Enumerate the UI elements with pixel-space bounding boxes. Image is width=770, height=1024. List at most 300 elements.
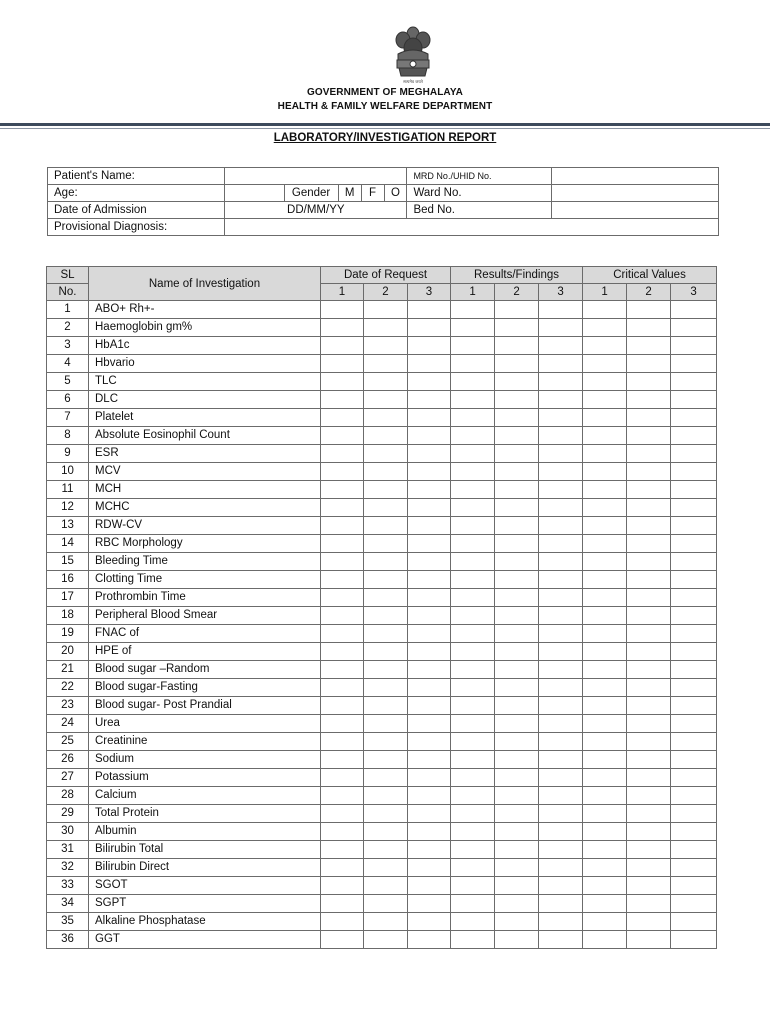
entry-cell[interactable] <box>671 463 717 481</box>
entry-cell[interactable] <box>583 913 627 931</box>
entry-cell[interactable] <box>539 553 583 571</box>
entry-cell[interactable] <box>495 427 539 445</box>
entry-cell[interactable] <box>539 715 583 733</box>
entry-cell[interactable] <box>495 715 539 733</box>
entry-cell[interactable] <box>321 859 364 877</box>
entry-cell[interactable] <box>671 535 717 553</box>
entry-cell[interactable] <box>627 715 671 733</box>
entry-cell[interactable] <box>451 661 495 679</box>
entry-cell[interactable] <box>451 823 495 841</box>
age-field[interactable] <box>225 185 284 202</box>
entry-cell[interactable] <box>364 571 408 589</box>
entry-cell[interactable] <box>321 805 364 823</box>
entry-cell[interactable] <box>364 409 408 427</box>
entry-cell[interactable] <box>539 391 583 409</box>
entry-cell[interactable] <box>539 337 583 355</box>
entry-cell[interactable] <box>495 445 539 463</box>
entry-cell[interactable] <box>539 463 583 481</box>
entry-cell[interactable] <box>321 499 364 517</box>
entry-cell[interactable] <box>671 751 717 769</box>
entry-cell[interactable] <box>364 805 408 823</box>
entry-cell[interactable] <box>671 913 717 931</box>
entry-cell[interactable] <box>408 859 451 877</box>
entry-cell[interactable] <box>321 733 364 751</box>
entry-cell[interactable] <box>408 319 451 337</box>
entry-cell[interactable] <box>495 859 539 877</box>
entry-cell[interactable] <box>408 715 451 733</box>
entry-cell[interactable] <box>321 553 364 571</box>
entry-cell[interactable] <box>627 337 671 355</box>
entry-cell[interactable] <box>671 931 717 949</box>
entry-cell[interactable] <box>627 823 671 841</box>
entry-cell[interactable] <box>627 589 671 607</box>
entry-cell[interactable] <box>451 841 495 859</box>
entry-cell[interactable] <box>364 481 408 499</box>
entry-cell[interactable] <box>539 661 583 679</box>
entry-cell[interactable] <box>364 625 408 643</box>
entry-cell[interactable] <box>539 931 583 949</box>
entry-cell[interactable] <box>408 499 451 517</box>
entry-cell[interactable] <box>539 895 583 913</box>
entry-cell[interactable] <box>408 823 451 841</box>
entry-cell[interactable] <box>451 769 495 787</box>
entry-cell[interactable] <box>495 463 539 481</box>
entry-cell[interactable] <box>583 823 627 841</box>
entry-cell[interactable] <box>583 841 627 859</box>
entry-cell[interactable] <box>408 643 451 661</box>
entry-cell[interactable] <box>495 823 539 841</box>
entry-cell[interactable] <box>671 679 717 697</box>
entry-cell[interactable] <box>321 571 364 589</box>
entry-cell[interactable] <box>627 409 671 427</box>
entry-cell[interactable] <box>539 625 583 643</box>
entry-cell[interactable] <box>408 769 451 787</box>
entry-cell[interactable] <box>495 535 539 553</box>
entry-cell[interactable] <box>671 625 717 643</box>
entry-cell[interactable] <box>671 877 717 895</box>
entry-cell[interactable] <box>671 571 717 589</box>
entry-cell[interactable] <box>671 445 717 463</box>
entry-cell[interactable] <box>451 805 495 823</box>
entry-cell[interactable] <box>364 535 408 553</box>
entry-cell[interactable] <box>364 913 408 931</box>
entry-cell[interactable] <box>627 643 671 661</box>
entry-cell[interactable] <box>321 301 364 319</box>
entry-cell[interactable] <box>495 733 539 751</box>
entry-cell[interactable] <box>583 499 627 517</box>
entry-cell[interactable] <box>671 787 717 805</box>
entry-cell[interactable] <box>408 931 451 949</box>
entry-cell[interactable] <box>408 409 451 427</box>
entry-cell[interactable] <box>671 841 717 859</box>
entry-cell[interactable] <box>495 751 539 769</box>
entry-cell[interactable] <box>321 607 364 625</box>
entry-cell[interactable] <box>539 409 583 427</box>
entry-cell[interactable] <box>321 841 364 859</box>
entry-cell[interactable] <box>364 355 408 373</box>
entry-cell[interactable] <box>364 517 408 535</box>
entry-cell[interactable] <box>408 877 451 895</box>
entry-cell[interactable] <box>671 517 717 535</box>
entry-cell[interactable] <box>495 931 539 949</box>
entry-cell[interactable] <box>495 517 539 535</box>
entry-cell[interactable] <box>627 391 671 409</box>
entry-cell[interactable] <box>583 463 627 481</box>
entry-cell[interactable] <box>583 769 627 787</box>
entry-cell[interactable] <box>627 535 671 553</box>
entry-cell[interactable] <box>627 355 671 373</box>
entry-cell[interactable] <box>408 481 451 499</box>
entry-cell[interactable] <box>408 553 451 571</box>
entry-cell[interactable] <box>364 373 408 391</box>
entry-cell[interactable] <box>539 913 583 931</box>
entry-cell[interactable] <box>495 841 539 859</box>
entry-cell[interactable] <box>539 733 583 751</box>
entry-cell[interactable] <box>364 337 408 355</box>
entry-cell[interactable] <box>539 319 583 337</box>
entry-cell[interactable] <box>408 427 451 445</box>
entry-cell[interactable] <box>321 895 364 913</box>
entry-cell[interactable] <box>583 517 627 535</box>
entry-cell[interactable] <box>583 751 627 769</box>
entry-cell[interactable] <box>539 751 583 769</box>
entry-cell[interactable] <box>583 301 627 319</box>
entry-cell[interactable] <box>451 535 495 553</box>
entry-cell[interactable] <box>321 481 364 499</box>
entry-cell[interactable] <box>321 787 364 805</box>
entry-cell[interactable] <box>539 607 583 625</box>
entry-cell[interactable] <box>627 553 671 571</box>
patient-name-field[interactable] <box>225 168 407 185</box>
entry-cell[interactable] <box>495 355 539 373</box>
entry-cell[interactable] <box>627 625 671 643</box>
entry-cell[interactable] <box>451 751 495 769</box>
entry-cell[interactable] <box>671 499 717 517</box>
entry-cell[interactable] <box>321 337 364 355</box>
entry-cell[interactable] <box>408 517 451 535</box>
entry-cell[interactable] <box>321 715 364 733</box>
entry-cell[interactable] <box>583 481 627 499</box>
entry-cell[interactable] <box>495 679 539 697</box>
entry-cell[interactable] <box>451 445 495 463</box>
entry-cell[interactable] <box>583 895 627 913</box>
entry-cell[interactable] <box>364 499 408 517</box>
entry-cell[interactable] <box>408 895 451 913</box>
entry-cell[interactable] <box>627 841 671 859</box>
gender-male-option[interactable]: M <box>338 185 361 202</box>
entry-cell[interactable] <box>583 535 627 553</box>
entry-cell[interactable] <box>671 733 717 751</box>
entry-cell[interactable] <box>408 751 451 769</box>
entry-cell[interactable] <box>583 679 627 697</box>
entry-cell[interactable] <box>495 787 539 805</box>
entry-cell[interactable] <box>451 481 495 499</box>
entry-cell[interactable] <box>364 319 408 337</box>
entry-cell[interactable] <box>627 301 671 319</box>
entry-cell[interactable] <box>583 553 627 571</box>
entry-cell[interactable] <box>583 391 627 409</box>
entry-cell[interactable] <box>671 355 717 373</box>
entry-cell[interactable] <box>408 445 451 463</box>
entry-cell[interactable] <box>364 589 408 607</box>
entry-cell[interactable] <box>671 805 717 823</box>
entry-cell[interactable] <box>451 409 495 427</box>
entry-cell[interactable] <box>408 661 451 679</box>
entry-cell[interactable] <box>583 787 627 805</box>
entry-cell[interactable] <box>627 931 671 949</box>
entry-cell[interactable] <box>671 373 717 391</box>
entry-cell[interactable] <box>451 913 495 931</box>
entry-cell[interactable] <box>408 391 451 409</box>
entry-cell[interactable] <box>671 589 717 607</box>
entry-cell[interactable] <box>539 679 583 697</box>
entry-cell[interactable] <box>671 427 717 445</box>
entry-cell[interactable] <box>627 571 671 589</box>
entry-cell[interactable] <box>539 499 583 517</box>
entry-cell[interactable] <box>364 859 408 877</box>
entry-cell[interactable] <box>495 607 539 625</box>
entry-cell[interactable] <box>583 571 627 589</box>
entry-cell[interactable] <box>321 409 364 427</box>
entry-cell[interactable] <box>451 553 495 571</box>
entry-cell[interactable] <box>364 463 408 481</box>
entry-cell[interactable] <box>583 589 627 607</box>
entry-cell[interactable] <box>321 679 364 697</box>
entry-cell[interactable] <box>627 787 671 805</box>
entry-cell[interactable] <box>495 391 539 409</box>
entry-cell[interactable] <box>583 427 627 445</box>
entry-cell[interactable] <box>583 373 627 391</box>
entry-cell[interactable] <box>321 913 364 931</box>
entry-cell[interactable] <box>321 823 364 841</box>
entry-cell[interactable] <box>583 337 627 355</box>
entry-cell[interactable] <box>627 859 671 877</box>
entry-cell[interactable] <box>495 895 539 913</box>
entry-cell[interactable] <box>408 841 451 859</box>
entry-cell[interactable] <box>408 679 451 697</box>
entry-cell[interactable] <box>539 877 583 895</box>
entry-cell[interactable] <box>451 679 495 697</box>
entry-cell[interactable] <box>364 769 408 787</box>
entry-cell[interactable] <box>495 661 539 679</box>
entry-cell[interactable] <box>539 823 583 841</box>
entry-cell[interactable] <box>495 409 539 427</box>
entry-cell[interactable] <box>321 445 364 463</box>
entry-cell[interactable] <box>408 589 451 607</box>
entry-cell[interactable] <box>321 427 364 445</box>
entry-cell[interactable] <box>451 643 495 661</box>
entry-cell[interactable] <box>627 499 671 517</box>
entry-cell[interactable] <box>583 733 627 751</box>
entry-cell[interactable] <box>364 733 408 751</box>
entry-cell[interactable] <box>321 751 364 769</box>
entry-cell[interactable] <box>495 589 539 607</box>
entry-cell[interactable] <box>627 679 671 697</box>
entry-cell[interactable] <box>364 697 408 715</box>
entry-cell[interactable] <box>495 337 539 355</box>
entry-cell[interactable] <box>495 877 539 895</box>
entry-cell[interactable] <box>451 787 495 805</box>
entry-cell[interactable] <box>627 445 671 463</box>
entry-cell[interactable] <box>408 463 451 481</box>
entry-cell[interactable] <box>627 769 671 787</box>
entry-cell[interactable] <box>321 535 364 553</box>
entry-cell[interactable] <box>364 877 408 895</box>
entry-cell[interactable] <box>451 355 495 373</box>
entry-cell[interactable] <box>539 859 583 877</box>
entry-cell[interactable] <box>627 319 671 337</box>
entry-cell[interactable] <box>364 841 408 859</box>
entry-cell[interactable] <box>539 481 583 499</box>
entry-cell[interactable] <box>321 319 364 337</box>
entry-cell[interactable] <box>583 697 627 715</box>
entry-cell[interactable] <box>671 859 717 877</box>
entry-cell[interactable] <box>495 913 539 931</box>
entry-cell[interactable] <box>627 517 671 535</box>
entry-cell[interactable] <box>671 301 717 319</box>
entry-cell[interactable] <box>627 913 671 931</box>
entry-cell[interactable] <box>364 301 408 319</box>
entry-cell[interactable] <box>408 301 451 319</box>
entry-cell[interactable] <box>583 319 627 337</box>
entry-cell[interactable] <box>495 805 539 823</box>
entry-cell[interactable] <box>495 373 539 391</box>
entry-cell[interactable] <box>583 355 627 373</box>
entry-cell[interactable] <box>495 553 539 571</box>
entry-cell[interactable] <box>495 769 539 787</box>
entry-cell[interactable] <box>364 553 408 571</box>
entry-cell[interactable] <box>627 751 671 769</box>
entry-cell[interactable] <box>451 517 495 535</box>
entry-cell[interactable] <box>364 427 408 445</box>
entry-cell[interactable] <box>408 787 451 805</box>
entry-cell[interactable] <box>495 643 539 661</box>
entry-cell[interactable] <box>495 499 539 517</box>
entry-cell[interactable] <box>364 895 408 913</box>
entry-cell[interactable] <box>451 733 495 751</box>
entry-cell[interactable] <box>671 697 717 715</box>
entry-cell[interactable] <box>451 337 495 355</box>
entry-cell[interactable] <box>451 319 495 337</box>
entry-cell[interactable] <box>539 571 583 589</box>
entry-cell[interactable] <box>451 895 495 913</box>
entry-cell[interactable] <box>539 841 583 859</box>
entry-cell[interactable] <box>627 427 671 445</box>
entry-cell[interactable] <box>627 805 671 823</box>
entry-cell[interactable] <box>451 697 495 715</box>
entry-cell[interactable] <box>539 589 583 607</box>
entry-cell[interactable] <box>364 931 408 949</box>
entry-cell[interactable] <box>451 571 495 589</box>
entry-cell[interactable] <box>408 625 451 643</box>
entry-cell[interactable] <box>627 607 671 625</box>
entry-cell[interactable] <box>627 463 671 481</box>
entry-cell[interactable] <box>408 373 451 391</box>
entry-cell[interactable] <box>671 643 717 661</box>
entry-cell[interactable] <box>671 319 717 337</box>
entry-cell[interactable] <box>495 571 539 589</box>
gender-female-option[interactable]: F <box>361 185 384 202</box>
entry-cell[interactable] <box>451 589 495 607</box>
entry-cell[interactable] <box>451 373 495 391</box>
entry-cell[interactable] <box>627 373 671 391</box>
entry-cell[interactable] <box>671 715 717 733</box>
entry-cell[interactable] <box>495 301 539 319</box>
bed-field[interactable] <box>552 202 719 219</box>
entry-cell[interactable] <box>583 877 627 895</box>
entry-cell[interactable] <box>495 319 539 337</box>
entry-cell[interactable] <box>451 607 495 625</box>
entry-cell[interactable] <box>451 715 495 733</box>
entry-cell[interactable] <box>539 535 583 553</box>
entry-cell[interactable] <box>539 769 583 787</box>
entry-cell[interactable] <box>627 697 671 715</box>
entry-cell[interactable] <box>408 535 451 553</box>
entry-cell[interactable] <box>364 643 408 661</box>
entry-cell[interactable] <box>451 877 495 895</box>
entry-cell[interactable] <box>671 661 717 679</box>
entry-cell[interactable] <box>408 607 451 625</box>
entry-cell[interactable] <box>451 463 495 481</box>
entry-cell[interactable] <box>583 607 627 625</box>
entry-cell[interactable] <box>671 769 717 787</box>
entry-cell[interactable] <box>451 301 495 319</box>
entry-cell[interactable] <box>321 463 364 481</box>
entry-cell[interactable] <box>583 859 627 877</box>
entry-cell[interactable] <box>364 751 408 769</box>
entry-cell[interactable] <box>671 553 717 571</box>
entry-cell[interactable] <box>539 517 583 535</box>
entry-cell[interactable] <box>495 481 539 499</box>
entry-cell[interactable] <box>321 661 364 679</box>
entry-cell[interactable] <box>364 607 408 625</box>
entry-cell[interactable] <box>408 355 451 373</box>
entry-cell[interactable] <box>539 787 583 805</box>
entry-cell[interactable] <box>627 877 671 895</box>
entry-cell[interactable] <box>583 445 627 463</box>
entry-cell[interactable] <box>451 499 495 517</box>
diagnosis-field[interactable] <box>225 219 719 236</box>
entry-cell[interactable] <box>321 625 364 643</box>
entry-cell[interactable] <box>321 391 364 409</box>
entry-cell[interactable] <box>627 661 671 679</box>
entry-cell[interactable] <box>321 877 364 895</box>
entry-cell[interactable] <box>364 661 408 679</box>
entry-cell[interactable] <box>671 895 717 913</box>
entry-cell[interactable] <box>671 823 717 841</box>
entry-cell[interactable] <box>364 787 408 805</box>
entry-cell[interactable] <box>451 391 495 409</box>
mrd-field[interactable] <box>552 168 719 185</box>
entry-cell[interactable] <box>364 445 408 463</box>
entry-cell[interactable] <box>321 589 364 607</box>
entry-cell[interactable] <box>321 769 364 787</box>
entry-cell[interactable] <box>321 931 364 949</box>
entry-cell[interactable] <box>627 895 671 913</box>
entry-cell[interactable] <box>671 391 717 409</box>
entry-cell[interactable] <box>583 661 627 679</box>
gender-other-option[interactable]: O <box>384 185 407 202</box>
entry-cell[interactable] <box>321 517 364 535</box>
admission-date-field[interactable]: DD/MM/YY <box>225 202 407 219</box>
entry-cell[interactable] <box>583 715 627 733</box>
entry-cell[interactable] <box>539 697 583 715</box>
entry-cell[interactable] <box>671 481 717 499</box>
entry-cell[interactable] <box>451 931 495 949</box>
entry-cell[interactable] <box>583 409 627 427</box>
entry-cell[interactable] <box>539 373 583 391</box>
entry-cell[interactable] <box>495 697 539 715</box>
